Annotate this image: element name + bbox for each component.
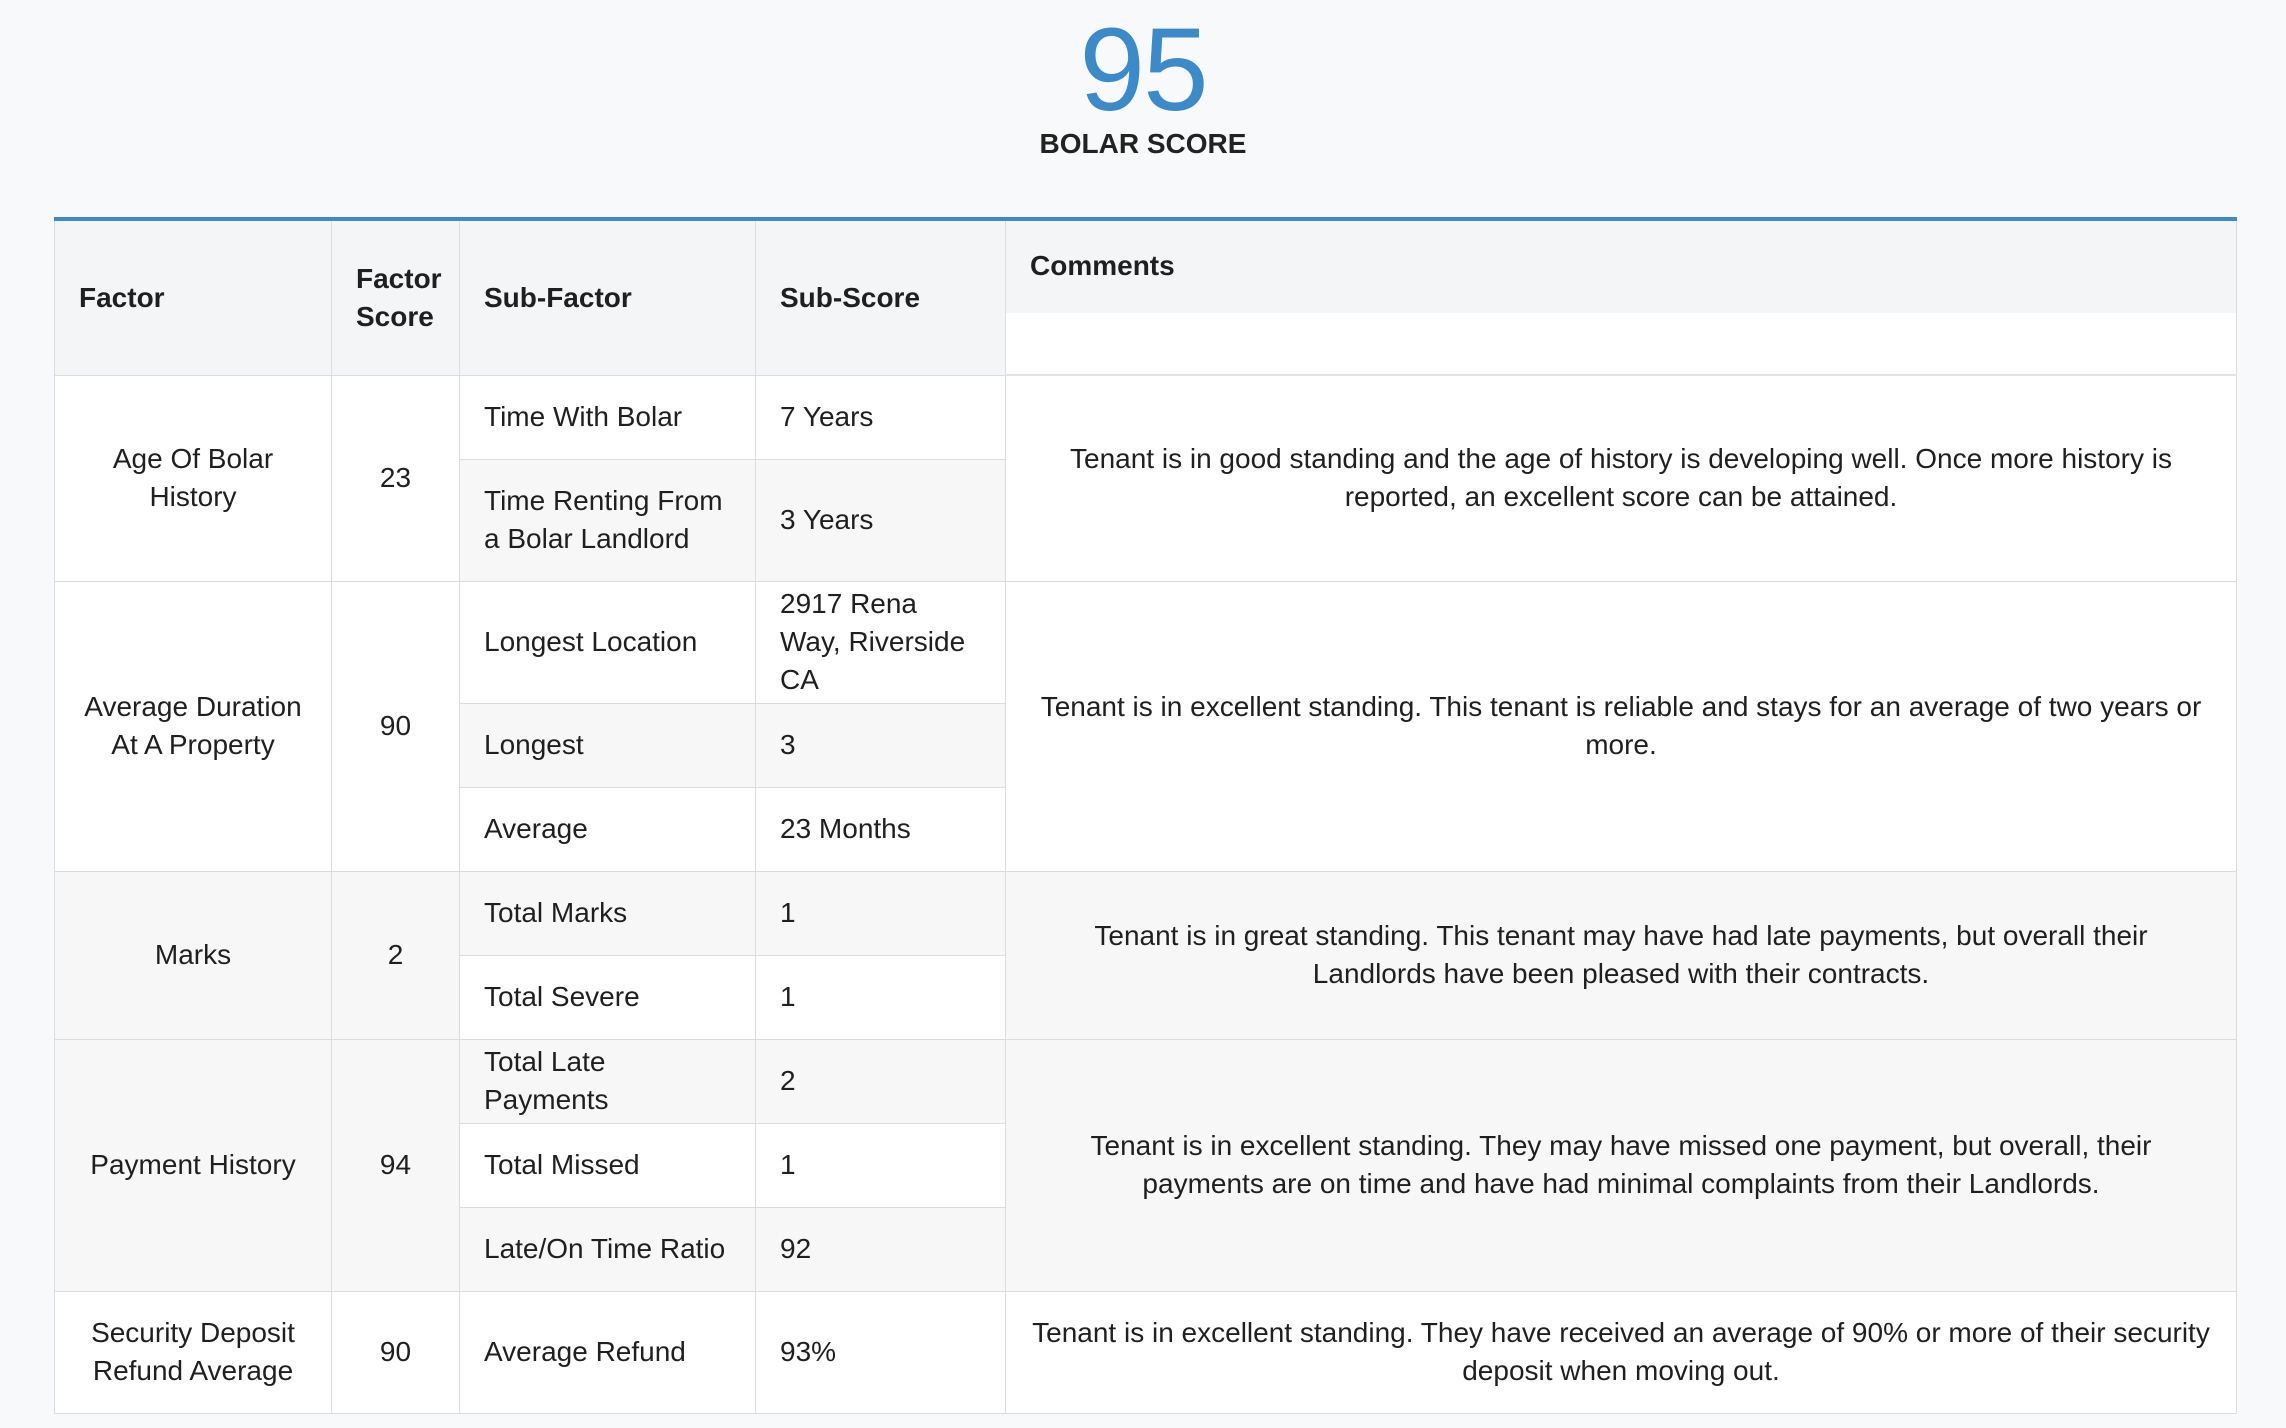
sub-factor: Average Refund: [460, 1291, 756, 1413]
sub-factor: Total Late Payments: [460, 1039, 756, 1123]
factor-score: 90: [332, 581, 460, 871]
column-header-factor-score: Factor Score: [332, 219, 460, 375]
sub-score: 23 Months: [756, 787, 1006, 871]
sub-factor: Time Renting From a Bolar Landlord: [460, 459, 756, 581]
factor-score: 90: [332, 1291, 460, 1413]
table-row: [55, 581, 2237, 703]
sub-factor: Total Severe: [460, 955, 756, 1039]
sub-factor: Late/On Time Ratio: [460, 1207, 756, 1291]
factor-name: Age Of Bolar History: [55, 375, 332, 581]
sub-factor: Total Marks: [460, 871, 756, 955]
factor-comment: Tenant is in great standing. This tenant may have had late payments, but overall their Landlords have been pleased with their contracts.: [1006, 871, 2237, 1039]
column-header-comments: Comments: [1006, 219, 2237, 375]
column-header-factor: Factor: [55, 219, 332, 375]
sub-score: 7 Years: [756, 375, 1006, 459]
score-factors-table: [54, 217, 2237, 1414]
factor-score: 23: [332, 375, 460, 581]
sub-factor: Longest: [460, 703, 756, 787]
bolar-score-label: BOLAR SCORE: [1039, 128, 1247, 159]
table-row: [55, 871, 2237, 955]
factor-comment: Tenant is in good standing and the age of history is developing well. Once more history is reported, an excellent score can be attained.: [1006, 375, 2237, 581]
factor-comment: Tenant is in excellent standing. This tenant is reliable and stays for an average of two years or more.: [1006, 581, 2237, 871]
factor-name: Payment History: [55, 1039, 332, 1291]
sub-score: 1: [756, 871, 1006, 955]
factor-name: Security Deposit Refund Average: [55, 1291, 332, 1413]
sub-score: 3: [756, 703, 1006, 787]
column-header-sub-score: Sub-Score: [756, 219, 1006, 375]
column-header-sub-factor: Sub-Factor: [460, 219, 756, 375]
sub-score: 93%: [756, 1291, 1006, 1413]
sub-score: 1: [756, 955, 1006, 1039]
factor-score: 2: [332, 871, 460, 1039]
factor-comment: Tenant is in excellent standing. They have received an average of 90% or more of their security deposit when moving out.: [1006, 1291, 2237, 1413]
factor-comment: Tenant is in excellent standing. They may have missed one payment, but overall, their payments are on time and have had minimal complaints from their Landlords.: [1006, 1039, 2237, 1291]
sub-score: 2917 Rena Way, Riverside CA: [756, 581, 1006, 703]
factor-name: Average Duration At A Property: [55, 581, 332, 871]
factor-name: Marks: [55, 871, 332, 1039]
table-header-row: [55, 219, 2237, 375]
sub-factor: Total Missed: [460, 1123, 756, 1207]
sub-score: 3 Years: [756, 459, 1006, 581]
sub-score: 92: [756, 1207, 1006, 1291]
sub-score: 1: [756, 1123, 1006, 1207]
bolar-score-value: 95: [1079, 4, 1207, 136]
table-row: [55, 1291, 2237, 1413]
factor-score: 94: [332, 1039, 460, 1291]
table-row: [55, 1039, 2237, 1123]
sub-factor: Time With Bolar: [460, 375, 756, 459]
table-row: [55, 375, 2237, 459]
sub-score: 2: [756, 1039, 1006, 1123]
sub-factor: Longest Location: [460, 581, 756, 703]
sub-factor: Average: [460, 787, 756, 871]
